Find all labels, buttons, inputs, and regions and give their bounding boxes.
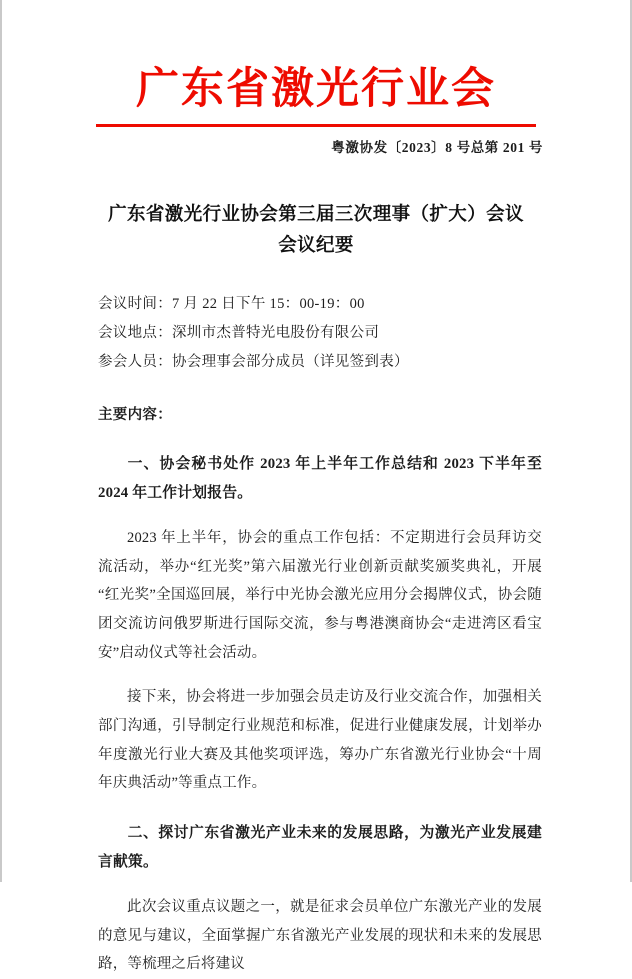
document-number: 粤激协发〔2023〕8 号总第 201 号: [331, 140, 543, 156]
masthead-divider: [96, 124, 536, 127]
content-paragraph-1-2: 接下来，协会将进一步加强会员走访及行业交流合作，加强相关部门沟通，引导制定行业规范和标准，促进行业健康发展，计划举办年度激光行业大赛及其他奖项评选，筹办广东省激光行业协会“十周年庆典活动”等重点工作。: [98, 689, 542, 792]
content-paragraph-2-1: 此次会议重点议题之一，就是征求会员单位广东激光产业的发展的意见与建议，全面掌握广东省激光产业发展的现状和未来的发展思路，等梳理之后将建议: [98, 898, 542, 973]
meeting-info-block: [98, 290, 542, 376]
meeting-time: 会议时间：7 月 22 日下午 15：00-19：00: [98, 296, 365, 313]
content-heading-2: 二、探讨广东省激光产业未来的发展思路，为激光产业发展建言献策。: [98, 825, 542, 870]
content-item-2: [98, 819, 542, 979]
document-title-line-2: 会议纪要: [278, 234, 354, 256]
content-heading-1: 一、协会秘书处作 2023 年上半年工作总结和 2023 下半年至 2024 年工作计划报告。: [98, 456, 542, 501]
content-item-1: [98, 450, 542, 798]
document-title: [2, 198, 630, 260]
content-paragraph-1-1: 2023 年上半年，协会的重点工作包括：不定期进行会员拜访交流活动，举办“红光奖”第六届激光行业创新贡献奖颁奖典礼，开展“红光奖”全国巡回展，举行中光协会激光应用分会揭牌仪式，协会随团交流访问俄罗斯进行国际交流，参与粤港澳商协会“走进湾区看宝安”启动仪式等社会活动。: [98, 529, 542, 661]
organization-title: 广东省激光行业会: [136, 65, 496, 113]
document-body: [2, 290, 630, 978]
document-title-line-1: 广东省激光行业协会第三届三次理事（扩大）会议: [108, 203, 524, 225]
masthead: [2, 0, 630, 156]
meeting-location: 会议地点：深圳市杰普特光电股份有限公司: [98, 325, 380, 342]
main-content-label: 主要内容：: [98, 406, 172, 423]
meeting-attendees: 参会人员：协会理事会部分成员（详见签到表）: [98, 353, 409, 370]
